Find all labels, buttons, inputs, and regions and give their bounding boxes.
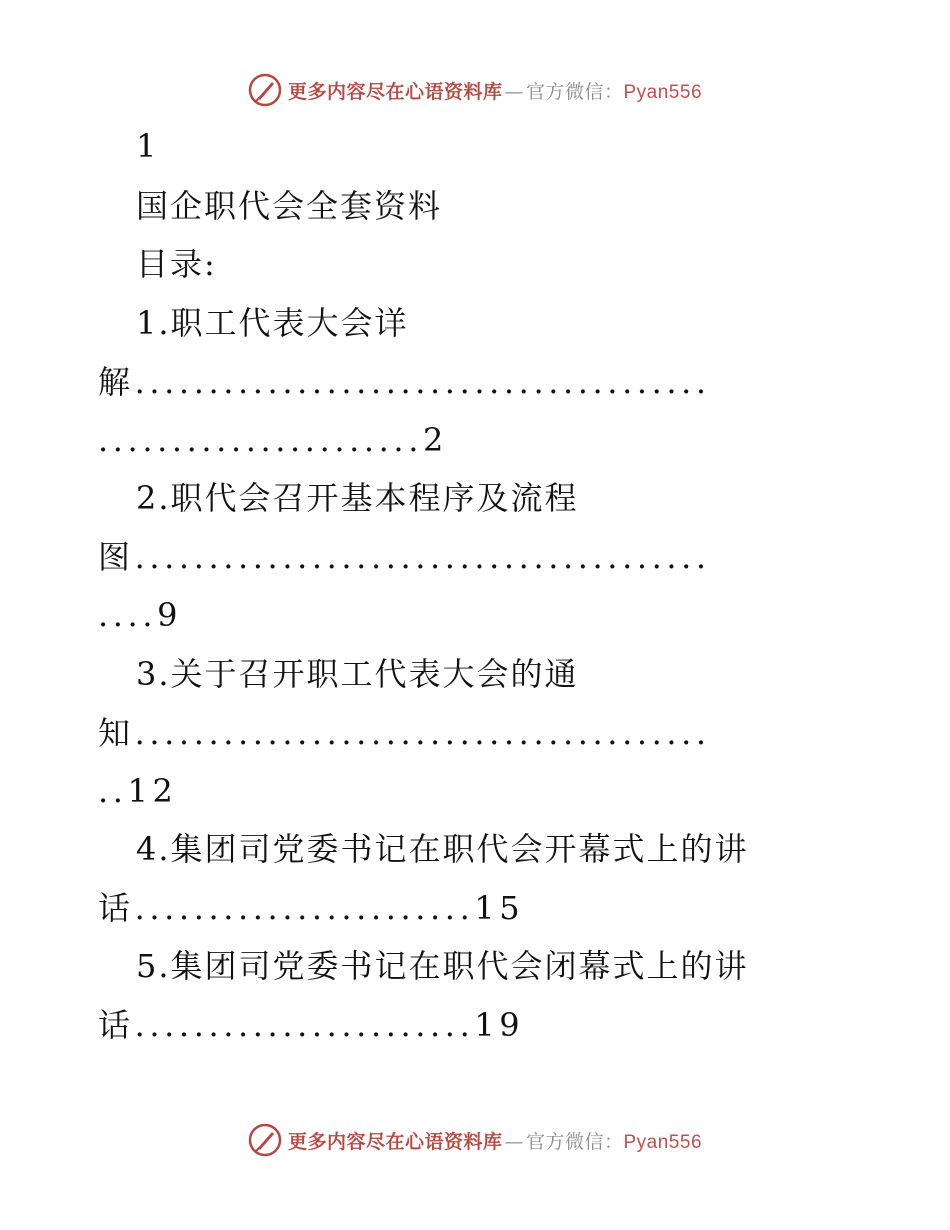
toc-entry-5-leader: 话.......................19 (98, 1006, 525, 1044)
toc-entry-2-leader: 图....................................... (98, 538, 711, 576)
watermark-text: 更多内容尽在心语资料库 — 官方微信：Pyan556 (287, 80, 703, 103)
toc-entry-1-page: ......................2 (98, 421, 448, 459)
quill-logo-icon (248, 1123, 282, 1157)
toc-entry-4-heading: 4.集团司党委书记在职代会开幕式上的讲 (136, 830, 749, 868)
toc-entry-1-heading: 1.职工代表大会详 (136, 304, 409, 342)
toc-entry-2-heading: 2.职代会召开基本程序及流程 (136, 479, 579, 517)
document-title: 国企职代会全套资料 (136, 187, 443, 225)
footer-watermark (0, 1120, 950, 1160)
toc-entry-5-heading: 5.集团司党委书记在职代会闭幕式上的讲 (136, 947, 749, 985)
toc-heading: 目录: (136, 245, 217, 283)
toc-entry-3-page: ..12 (98, 772, 178, 810)
toc-entry-4-leader: 话.......................15 (98, 889, 525, 927)
toc-entry-3-heading: 3.关于召开职工代表大会的通 (136, 655, 579, 693)
toc-entry-3-leader: 知....................................... (98, 714, 711, 752)
page-number: 1 (136, 127, 159, 165)
toc-entry-2-page: ....9 (98, 596, 183, 634)
toc-entry-1-leader: 解....................................... (98, 363, 711, 401)
watermark-text: 更多内容尽在心语资料库 — 官方微信：Pyan556 (287, 1130, 703, 1153)
